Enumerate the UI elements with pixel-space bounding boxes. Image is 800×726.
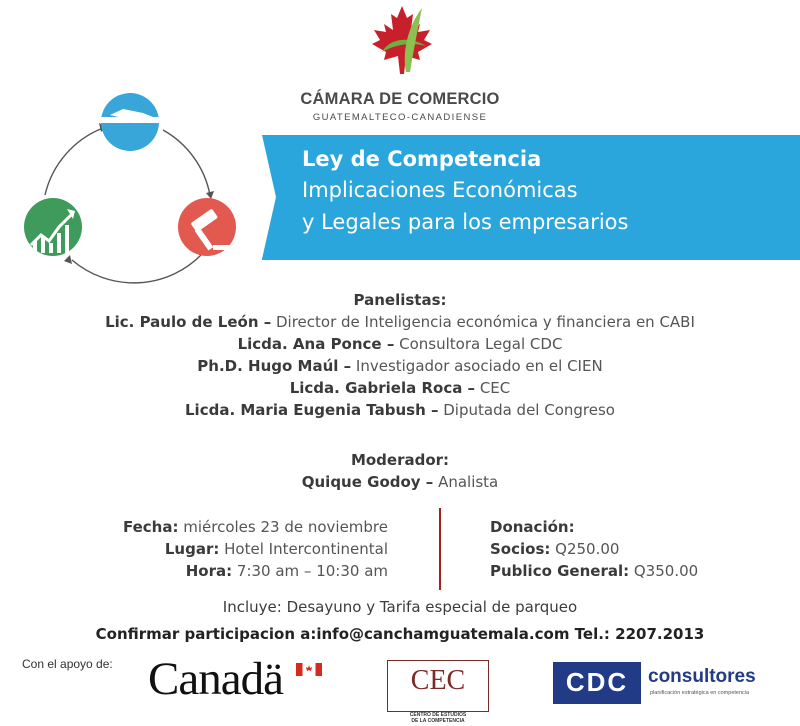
socios-value: Q250.00	[550, 540, 620, 558]
panelist-role: Consultora Legal CDC	[394, 335, 563, 353]
cec-subtitle	[385, 712, 491, 724]
panelist-role: Investigador asociado en el CIEN	[351, 357, 603, 375]
panelist-role: Diputada del Congreso	[438, 401, 615, 419]
moderator-section	[0, 449, 800, 493]
handshake-icon	[101, 93, 159, 151]
sponsors-label: Con el apoyo de:	[22, 657, 113, 671]
panelist-name: Licda. Gabriela Roca –	[289, 379, 476, 397]
title-banner	[262, 135, 800, 260]
moderator-heading: Moderador:	[350, 451, 450, 469]
panelist-role: CEC	[475, 379, 511, 397]
panelist-row	[0, 377, 800, 399]
event-subtitle-line1: Implicaciones Económicas	[302, 178, 578, 202]
includes-text: Incluye: Desayuno y Tarifa especial de parqueo	[222, 598, 578, 616]
canada-flag-icon	[296, 663, 322, 676]
donacion-label: Donación:	[490, 518, 575, 536]
fecha-value: miércoles 23 de noviembre	[178, 518, 388, 536]
cec-subtitle-line1: CENTRO DE ESTUDIOS	[409, 712, 467, 718]
maple-leaf-logo	[360, 2, 444, 86]
panelists-heading: Panelistas:	[353, 291, 447, 309]
panelist-row	[0, 355, 800, 377]
cec-wordmark: CEC	[410, 665, 466, 696]
panelist-name: Ph.D. Hugo Maúl –	[197, 357, 352, 375]
cdc-wordmark: CDC	[565, 667, 629, 697]
hora-label: Hora:	[185, 562, 233, 580]
panelists-section	[0, 289, 800, 421]
event-title: Ley de Competencia	[302, 147, 542, 171]
event-details	[40, 516, 388, 582]
canada-wordmark: Canadä	[148, 653, 283, 705]
org-name: CÁMARA DE COMERCIO	[300, 90, 500, 108]
org-subtitle: GUATEMALTECO-CANADIENSE	[312, 112, 488, 123]
event-subtitle-line2: y Legales para los empresarios	[302, 210, 629, 234]
hora-value: 7:30 am – 10:30 am	[232, 562, 388, 580]
moderator-name: Quique Godoy –	[301, 473, 434, 491]
donation-details	[490, 516, 790, 582]
panelist-name: Licda. Ana Ponce –	[237, 335, 395, 353]
panelist-row	[0, 333, 800, 355]
cdc-logo	[553, 662, 641, 704]
growth-chart-icon	[24, 198, 82, 256]
panelist-row	[0, 399, 800, 421]
panelist-role: Director de Inteligencia económica y financiera en CABI	[271, 313, 695, 331]
moderator-role: Analista	[433, 473, 499, 491]
cec-subtitle-line2: DE LA COMPETENCIA	[411, 718, 465, 724]
socios-label: Socios:	[490, 540, 551, 558]
confirm-text: Confirmar participacion a:info@canchamguatemala.com Tel.: 2207.2013	[95, 625, 705, 643]
cycle-diagram	[15, 85, 255, 295]
consultores-wordmark: consultores	[648, 666, 756, 687]
panelist-name: Licda. Maria Eugenia Tabush –	[185, 401, 439, 419]
fecha-label: Fecha:	[122, 518, 179, 536]
gavel-icon	[178, 198, 236, 256]
lugar-label: Lugar:	[164, 540, 220, 558]
details-divider	[439, 508, 441, 590]
lugar-value: Hotel Intercontinental	[219, 540, 388, 558]
consultores-tagline: planificación estratégica en competencia	[650, 690, 750, 696]
panelist-name: Lic. Paulo de León –	[105, 313, 272, 331]
panelist-row	[0, 311, 800, 333]
cec-logo	[387, 660, 489, 712]
publico-value: Q350.00	[629, 562, 699, 580]
publico-label: Publico General:	[490, 562, 630, 580]
